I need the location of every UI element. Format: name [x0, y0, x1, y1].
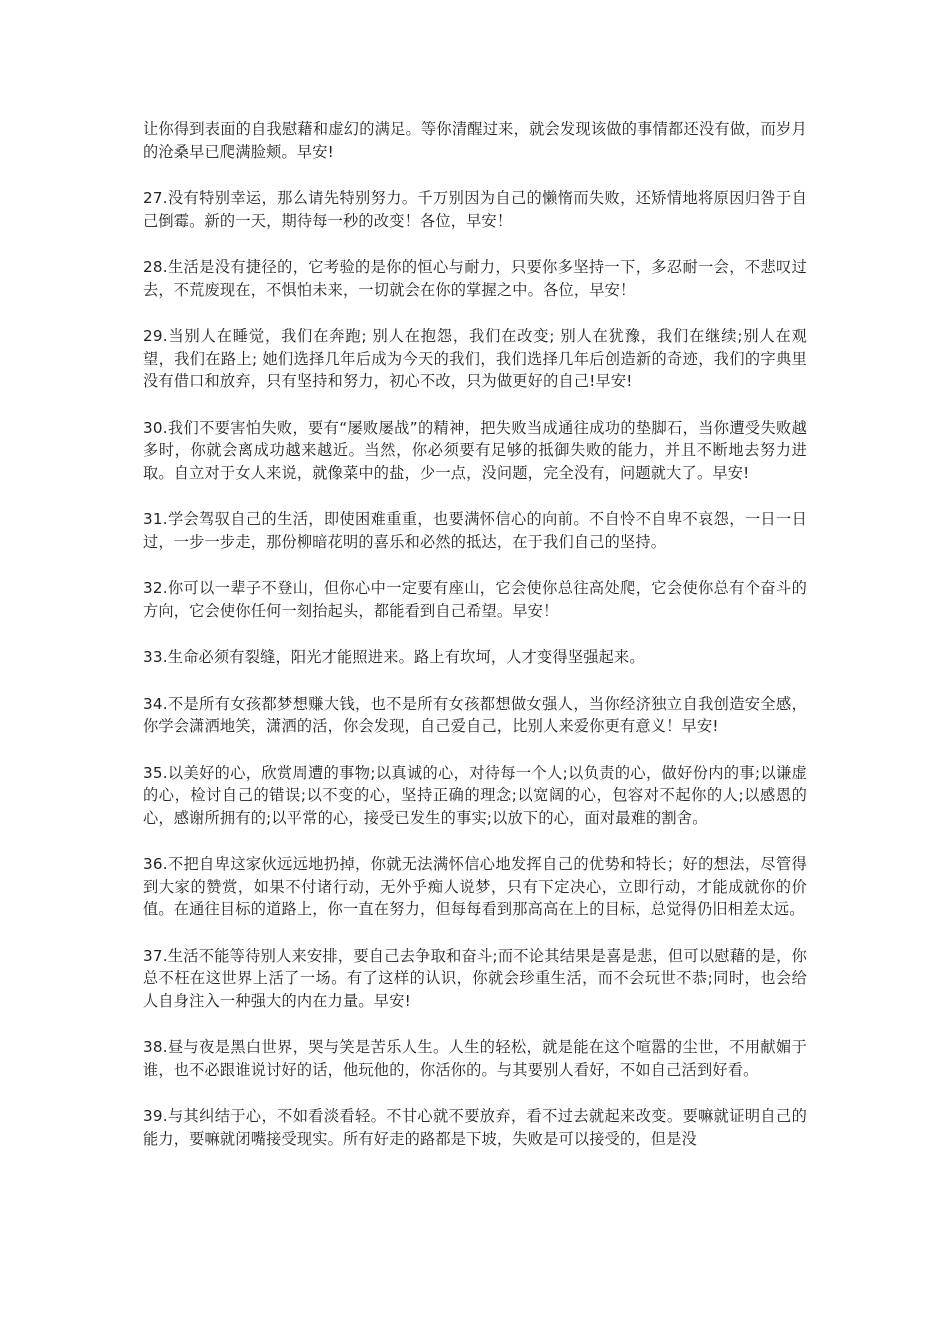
paragraph-27: 27.没有特别幸运，那么请先特别努力。千万别因为自己的懒惰而失败，还矫情地将原因归咎于自己倒霉。新的一天，期待每一秒的改变！各位，早安！ — [143, 189, 807, 230]
paragraph-34: 34.不是所有女孩都梦想赚大钱，也不是所有女孩都想做女强人，当你经济独立自我创造安全感，你学会潇洒地笑，潇洒的活，你会发现，自己爱自己，比别人来爱你更有意义！早安! — [143, 694, 807, 735]
paragraph-32: 32.你可以一辈子不登山，但你心中一定要有座山，它会使你总往高处爬，它会使你总有个奋斗的方向，它会使你任何一刻抬起头，都能看到自己希望。早安！ — [143, 579, 807, 620]
paragraph-39: 39.与其纠结于心，不如看淡看轻。不甘心就不要放弃，看不过去就起来改变。要嘛就证明自己的能力，要嘛就闭嘴接受现实。所有好走的路都是下坡，失败是可以接受的，但是没 — [143, 1107, 807, 1148]
paragraph-35: 35.以美好的心，欣赏周遭的事物;以真诚的心，对待每一个人;以负责的心，做好份内的事;以谦虚的心，检讨自己的错误;以不变的心，坚持正确的理念;以宽阔的心，包容对不起你的人;以感恩的心，感谢所拥有的;以平常的心，接受已发生的事实;以放下的心，面对最难的割舍。 — [143, 763, 807, 827]
paragraph-37: 37.生活不能等待别人来安排，要自己去争取和奋斗;而不论其结果是喜是悲，但可以慰藉的是，你总不枉在这世界上活了一场。有了这样的认识，你就会珍重生活，而不会玩世不恭;同时，也会给人自身注入一种强大的内在力量。早安! — [143, 946, 807, 1010]
paragraph-continuation: 让你得到表面的自我慰藉和虚幻的满足。等你清醒过来，就会发现该做的事情都还没有做，而岁月的沧桑早已爬满脸颊。早安! — [143, 120, 807, 161]
paragraph-38: 38.昼与夜是黑白世界，哭与笑是苦乐人生。人生的轻松，就是能在这个喧嚣的尘世，不用献媚于谁，也不必跟谁说讨好的话，他玩他的，你活你的。与其要别人看好，不如自己活到好看。 — [143, 1038, 807, 1079]
document-body — [143, 118, 807, 1174]
paragraph-31: 31.学会驾驭自己的生活，即使困难重重，也要满怀信心的向前。不自怜不自卑不哀怨，一日一日过，一步一步走，那份柳暗花明的喜乐和必然的抵达，在于我们自己的坚持。 — [143, 510, 807, 551]
paragraph-33: 33.生命必须有裂缝，阳光才能照进来。路上有坎坷，人才变得坚强起来。 — [143, 648, 645, 666]
paragraph-28: 28.生活是没有捷径的，它考验的是你的恒心与耐力，只要你多坚持一下，多忍耐一会，不悲叹过去，不荒废现在，不惧怕未来，一切就会在你的掌握之中。各位，早安！ — [143, 258, 807, 299]
paragraph-30: 30.我们不要害怕失败，要有“屡败屡战”的精神，把失败当成通往成功的垫脚石，当你遭受失败越多时，你就会离成功越来越近。当然，你必须要有足够的抵御失败的能力，并且不断地去努力进取。自立对于女人来说，就像菜中的盐，少一点，没问题，完全没有，问题就大了。早安! — [143, 418, 807, 482]
paragraph-29: 29.当别人在睡觉，我们在奔跑; 别人在抱怨，我们在改变; 别人在犹豫，我们在继续;别人在观望，我们在路上; 她们选择几年后成为今天的我们，我们选择几年后创造新的奇迹，我们的字典里没有借口和放弃，只有坚持和努力，初心不改，只为做更好的自己!早安! — [143, 327, 807, 390]
paragraph-36: 36.不把自卑这家伙远远地扔掉，你就无法满怀信心地发挥自己的优势和特长；好的想法，尽管得到大家的赞赏，如果不付诸行动，无外乎痴人说梦，只有下定决心，立即行动，才能成就你的价值。在通往目标的道路上，你一直在努力，但每每看到那高高在上的目标，总觉得仍旧相差太远。 — [143, 855, 807, 918]
